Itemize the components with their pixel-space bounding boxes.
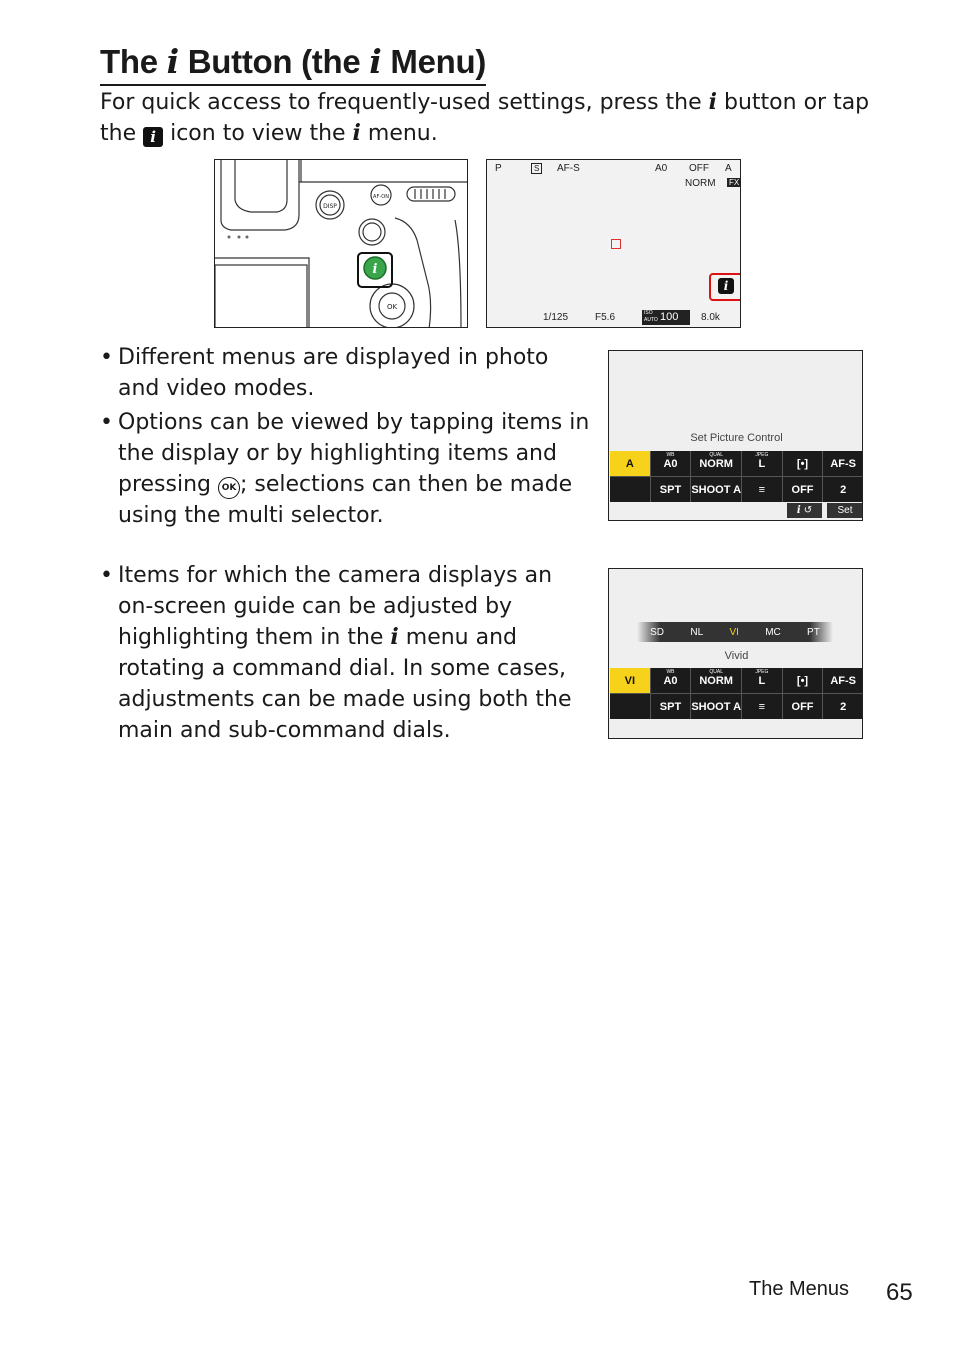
menu-cell-picture-control[interactable]: VI xyxy=(610,668,650,693)
menu-cell-focus-mode[interactable]: AF-S xyxy=(823,668,863,693)
menu-cell-airplane-mode[interactable]: OFF xyxy=(783,477,823,502)
camera-back-illustration xyxy=(214,159,468,328)
menu-cell-release-mode[interactable]: ≡ xyxy=(742,694,782,719)
menu-cell-memory-card[interactable]: 2 xyxy=(823,694,863,719)
menu-cell-metering[interactable] xyxy=(610,477,650,502)
bullet-item: • Options can be viewed by tapping items in the display or by highlighting items and pressing OK ; selections can then be made using the multi selector. xyxy=(100,410,590,528)
page-title: The i Button (the i Menu) xyxy=(100,40,486,86)
menu-cell-image-quality[interactable]: QUAL NORM xyxy=(691,451,741,476)
set-hint: Set xyxy=(827,503,863,518)
i-button-label: i xyxy=(372,262,378,277)
bullet-item: • Different menus are displayed in photo and video modes. xyxy=(100,345,549,401)
svg-text:DISP: DISP xyxy=(323,203,337,210)
camera-body-drawing xyxy=(215,160,468,328)
menu-cell-white-balance[interactable]: WB A0 xyxy=(651,668,691,693)
menu-cell-focus-mode[interactable]: AF-S xyxy=(823,451,863,476)
bullet-list-2 xyxy=(100,560,590,746)
menu-cell-white-balance[interactable]: WB A0 xyxy=(651,451,691,476)
menu-cell-vr[interactable]: SPT xyxy=(651,477,691,502)
menu-cell-vr[interactable]: SPT xyxy=(651,694,691,719)
menu-cell-memory-card[interactable]: 2 xyxy=(823,477,863,502)
menu-cell-picture-control[interactable]: A xyxy=(610,451,650,476)
menu-cell-image-size[interactable]: JPEG L xyxy=(742,451,782,476)
menu-cell-af-area[interactable]: [•] xyxy=(783,668,823,693)
menu-cell-af-area[interactable]: [•] xyxy=(783,451,823,476)
i-menu-illustration: Set Picture Control A WB A0 QUAL NORM JPEG L [•] AF-S SPT SHOOT A ≡ OFF 2 i ↺ Set xyxy=(608,350,863,521)
menu-cell-metering[interactable] xyxy=(610,694,650,719)
menu-cell-airplane-mode[interactable]: OFF xyxy=(783,694,823,719)
ok-button-icon: OK xyxy=(218,477,240,499)
menu-cell-release-mode[interactable]: ≡ xyxy=(742,477,782,502)
picture-control-strip: SD NL VI MC PT xyxy=(637,622,833,642)
i-icon: i xyxy=(143,127,163,147)
menu-cell-image-size[interactable]: JPEG L xyxy=(742,668,782,693)
footer-section-name: The Menus xyxy=(749,1278,850,1300)
bullet-item: • Items for which the camera displays an on-screen guide can be adjusted by highlighting them in the i menu and rotating a command dial. In some cases, adjustments can be made using both the main and sub-command dials. xyxy=(100,563,572,743)
menu-cell-shooting-bank[interactable]: SHOOT A xyxy=(691,694,741,719)
svg-text:OK: OK xyxy=(386,303,398,311)
svg-text:AF-ON: AF-ON xyxy=(373,194,389,200)
lcd-i-icon-highlight: i xyxy=(709,273,741,301)
intro-paragraph: For quick access to frequently-used settings, press the i button or tap the i icon to view the i menu. xyxy=(100,89,870,146)
shooting-display-illustration: P S AF-S A0 OFF A NORM FX i 1/125 F5.6 ISO AUTO 100 8.0k xyxy=(486,159,741,328)
i-menu-guide-illustration: SD NL VI MC PT Vivid VI WB A0 QUAL NORM JPEG L [•] AF-S SPT SHOOT A ≡ OFF 2 xyxy=(608,568,863,739)
bullet-list-1 xyxy=(100,342,590,531)
menu-cell-shooting-bank[interactable]: SHOOT A xyxy=(691,477,741,502)
back-hint: i ↺ xyxy=(787,503,822,518)
menu-cell-image-quality[interactable]: QUAL NORM xyxy=(691,668,741,693)
page-number: 65 xyxy=(886,1279,913,1306)
